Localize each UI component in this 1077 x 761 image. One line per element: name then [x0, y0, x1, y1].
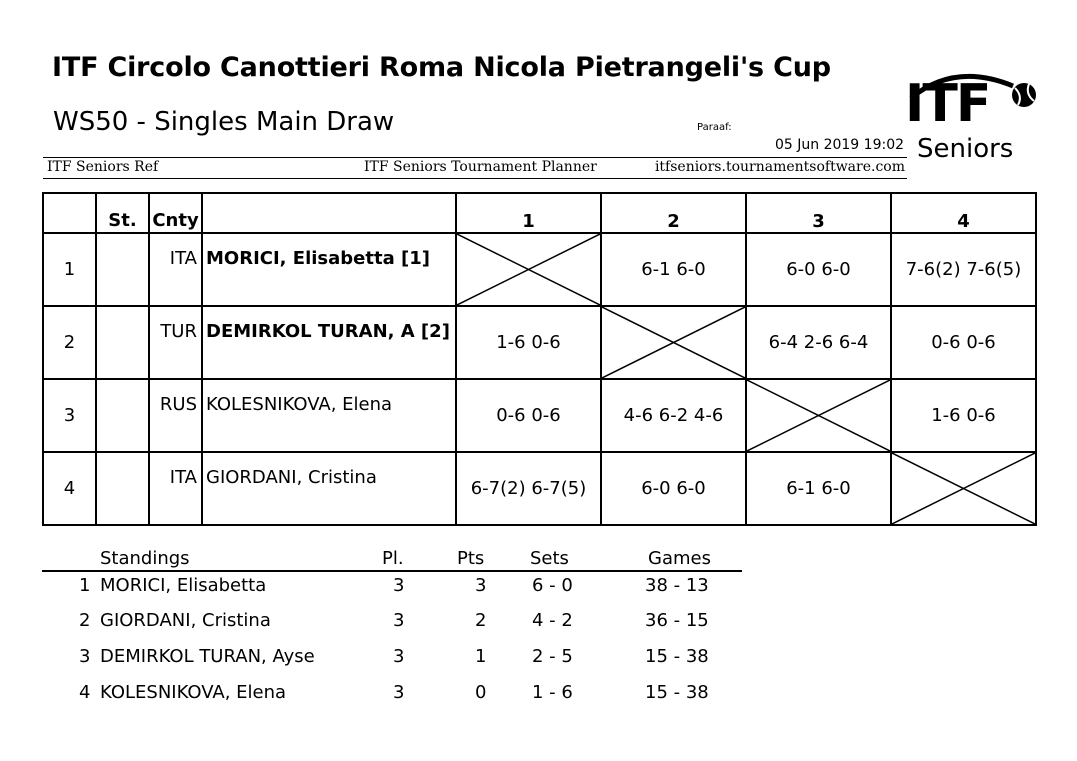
- match-score: 0-6 0-6: [456, 379, 601, 452]
- player-status: [96, 233, 149, 306]
- match-score: 1-6 0-6: [456, 306, 601, 379]
- draw-row: [43, 233, 1036, 306]
- player-name-cell: [202, 452, 456, 525]
- header-round-1: 1: [456, 193, 601, 233]
- standings-row: [42, 672, 742, 708]
- standings-games: 36 - 15: [645, 610, 709, 631]
- round-robin-draw-table: [42, 192, 1037, 526]
- standings-points: 2: [475, 610, 487, 631]
- player-country: [149, 233, 202, 306]
- self-match-crossed-cell: [891, 452, 1036, 525]
- standings-games: 15 - 38: [645, 682, 709, 703]
- header-round-3: 3: [746, 193, 891, 233]
- standings-header: [42, 548, 742, 572]
- match-score: 6-0 6-0: [601, 452, 746, 525]
- player-name: MORICI, Elisabetta [1]: [206, 248, 430, 269]
- draw-row: [43, 452, 1036, 525]
- standings-player: MORICI, Elisabetta: [100, 575, 267, 596]
- standings-title: Standings: [100, 548, 190, 569]
- player-name: GIORDANI, Cristina: [206, 467, 377, 488]
- logo-seniors-text: Seniors: [917, 134, 1014, 164]
- header-cnty: Cnty: [149, 193, 202, 233]
- player-number: 3: [43, 379, 96, 452]
- standings-played: 3: [393, 575, 405, 596]
- standings-sets: 6 - 0: [532, 575, 573, 596]
- reference-bar: [43, 157, 907, 179]
- standings-played: 3: [393, 682, 405, 703]
- header-sets: Sets: [530, 548, 569, 569]
- standings-player: DEMIRKOL TURAN, Ayse: [100, 646, 315, 667]
- standings-sets: 4 - 2: [532, 610, 573, 631]
- standings-row: [42, 600, 742, 636]
- logo-itf-text: ITF: [905, 74, 990, 134]
- standings-sets: 2 - 5: [532, 646, 573, 667]
- standings-table: [42, 548, 742, 708]
- standings-played: 3: [393, 610, 405, 631]
- header-name-cell: [202, 193, 456, 233]
- ref-middle-text: ITF Seniors Tournament Planner: [364, 159, 597, 175]
- paraaf-label: Paraaf:: [697, 122, 732, 133]
- self-match-crossed-cell: [601, 306, 746, 379]
- player-name: DEMIRKOL TURAN, A [2]: [206, 321, 450, 342]
- standings-points: 1: [475, 646, 487, 667]
- draw-row: [43, 379, 1036, 452]
- player-name-cell: [202, 379, 456, 452]
- match-score: 6-0 6-0: [746, 233, 891, 306]
- standings-rank: 3: [79, 646, 91, 667]
- header-played: Pl.: [382, 548, 404, 569]
- match-score: 6-7(2) 6-7(5): [456, 452, 601, 525]
- standings-rank: 2: [79, 610, 91, 631]
- country-code: RUS: [159, 394, 197, 415]
- header-points: Pts: [457, 548, 485, 569]
- match-score: 6-4 2-6 6-4: [746, 306, 891, 379]
- match-score: 4-6 6-2 4-6: [601, 379, 746, 452]
- draw-subtitle: WS50 - Singles Main Draw: [53, 107, 395, 137]
- player-number: 1: [43, 233, 96, 306]
- ref-website-text: itfseniors.tournamentsoftware.com: [654, 159, 905, 175]
- standings-player: KOLESNIKOVA, Elena: [100, 682, 287, 703]
- header-round-4: 4: [891, 193, 1036, 233]
- standings-sets: 1 - 6: [532, 682, 573, 703]
- player-status: [96, 306, 149, 379]
- player-name-cell: [202, 233, 456, 306]
- match-score: 0-6 0-6: [891, 306, 1036, 379]
- player-status: [96, 379, 149, 452]
- country-code: ITA: [169, 248, 197, 269]
- standings-games: 15 - 38: [645, 646, 709, 667]
- ref-left-text: ITF Seniors Ref: [47, 159, 159, 175]
- player-number: 4: [43, 452, 96, 525]
- header-st: St.: [96, 193, 149, 233]
- match-score: 6-1 6-0: [746, 452, 891, 525]
- draw-row: [43, 306, 1036, 379]
- standings-played: 3: [393, 646, 405, 667]
- player-country: [149, 452, 202, 525]
- tournament-title: ITF Circolo Canottieri Roma Nicola Pietrangeli's Cup: [52, 52, 831, 83]
- header-round-2: 2: [601, 193, 746, 233]
- player-country: [149, 379, 202, 452]
- standings-player: GIORDANI, Cristina: [100, 610, 271, 631]
- player-number: 2: [43, 306, 96, 379]
- standings-rank: 4: [79, 682, 91, 703]
- player-status: [96, 452, 149, 525]
- player-name-cell: [202, 306, 456, 379]
- itf-seniors-logo: [905, 68, 1045, 168]
- standings-rank: 1: [79, 575, 91, 596]
- draw-header-row: [43, 193, 1036, 233]
- header-num-cell: [43, 193, 96, 233]
- standings-games: 38 - 13: [645, 575, 709, 596]
- match-score: 1-6 0-6: [891, 379, 1036, 452]
- self-match-crossed-cell: [456, 233, 601, 306]
- standings-row: [42, 636, 742, 672]
- header-games: Games: [648, 548, 711, 569]
- self-match-crossed-cell: [746, 379, 891, 452]
- standings-points: 0: [475, 682, 487, 703]
- country-code: TUR: [160, 321, 197, 342]
- match-score: 7-6(2) 7-6(5): [891, 233, 1036, 306]
- player-name: KOLESNIKOVA, Elena: [206, 394, 393, 415]
- standings-row: [42, 572, 742, 600]
- standings-points: 3: [475, 575, 487, 596]
- match-score: 6-1 6-0: [601, 233, 746, 306]
- print-datetime: 05 Jun 2019 19:02: [775, 137, 905, 153]
- player-country: [149, 306, 202, 379]
- country-code: ITA: [169, 467, 197, 488]
